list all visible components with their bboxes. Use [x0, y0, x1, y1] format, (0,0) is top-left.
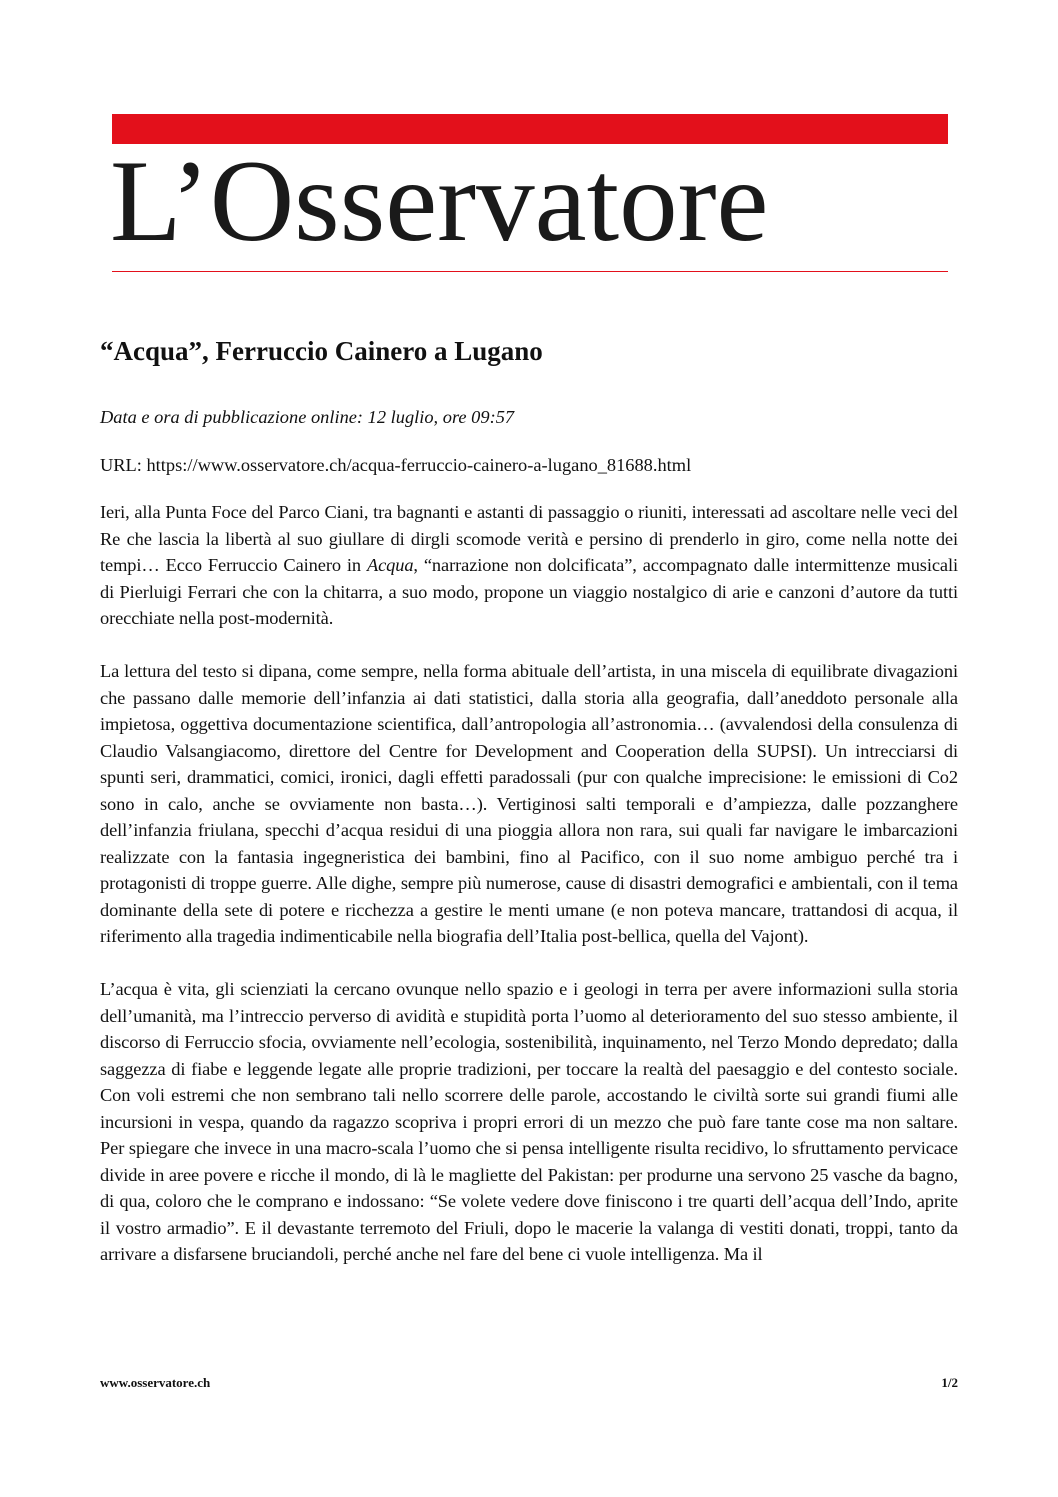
publication-date: Data e ora di pubblicazione online: 12 luglio, ore 09:57 — [100, 407, 515, 427]
masthead-divider — [112, 271, 948, 272]
article-body — [100, 499, 958, 1294]
footer-site-url: www.osservatore.ch — [100, 1375, 211, 1390]
paragraph-2: La lettura del testo si dipana, come sempre, nella forma abituale dell’artista, in una miscela di equilibrate divagazioni che passano dalle memorie dell’infanzia ai dati statistici, dalla storia alla geografia, dall’aneddoto personale alla impietosa, oggettiva documentazione scientifica, dall’antropologia all’astronomia… (avvalendosi della consulenza di Claudio Valsangiacomo, direttore del Centre for Development and Cooperation della SUPSI). Un intrecciarsi di spunti seri, drammatici, comici, ironici, dagli effetti paradossali (pur con qualche imprecisione: le emissioni di Co2 sono in calo, anche se ovviamente non basta…). Vertiginosi salti temporali e d’ampiezza, dalle pozzanghere dell’infanzia friulana, specchi d’acqua residui di una pioggia allora non rara, sui quali far navigare le imbarcazioni realizzate con la fantasia ingegneristica dei bambini, fino al Pacifico, con il suo nome ambiguo perché tra i protagonisti di troppe guerre. Alle dighe, sempre più numerose, cause di disastri demografici e ambientali, con il tema dominante della sete di potere e ricchezza a gestire le menti umane (e non poteva mancare, trattandosi di acqua, il riferimento alla tragedia indimenticabile nella biografia dell’Italia post-bellica, quella del Vajont). — [100, 661, 958, 946]
paragraph-1 — [100, 499, 958, 632]
show-title-emphasis: Acqua — [366, 555, 414, 575]
footer-page-number: 1/2 — [941, 1375, 958, 1390]
paragraph-1-part-b: , “narrazione non dolcificata”, accompagnato dalle intermittenze musicali di Pierluigi Ferrari che con la chitarra, a suo modo, propone un viaggio nostalgico di arie e canzoni d’autore da tutti orecchiate nella post-modernità. — [100, 555, 959, 628]
paragraph-3: L’acqua è vita, gli scienziati la cercano ovunque nello spazio e i geologi in terra per avere informazioni sulla storia dell’umanità, ma l’intreccio perverso di avidità e stupidità porta l’uomo al deterioramento del suo stesso ambiente, il discorso di Ferruccio sfocia, ovviamente nell’ecologia, sostenibilità, inquinamento, nel Terzo Mondo depredato; dalla saggezza di fiabe e leggende legate alle proprie tradizioni, per toccare la realtà del paesaggio e del contesto sociale. Con voli estremi che non sembrano tali nello scorrere delle parole, accostando le civiltà sorte sui grandi fiumi alle incursioni in vespa, quando da ragazzo scopriva i propri errori di un mezzo che può fare tante cose ma non saltare. Per spiegare che invece in una macro-scala l’uomo che si pensa intelligente risulta recidivo, lo sfruttamento pervicace divide in aree povere e ricche il mondo, di là le magliette del Pakistan: per produrne una servono 25 vasche da bagno, di qua, coloro che le comprano e indossano: “Se volete vedere dove finiscono i tre quarti dell’acqua dell’Indo, aprite il vostro armadio”. E il devastante terremoto del Friuli, dopo le macerie la valanga di vestiti donati, troppi, tanto da arrivare a disfarsene bruciandoli, perché anche nel fare del bene ci vuole intelligenza. Ma il — [100, 979, 958, 1264]
article-title: “Acqua”, Ferruccio Cainero a Lugano — [100, 336, 543, 366]
article-url: URL: https://www.osservatore.ch/acqua-ferruccio-cainero-a-lugano_81688.html — [100, 455, 692, 475]
masthead-logo: L’Osservatore — [110, 137, 769, 266]
paragraph-1-part-a: Ieri, alla Punta Foce del Parco Ciani, tra bagnanti e astanti di passaggio o riuniti, interessati ad ascoltare nelle veci del Re che lascia la libertà al suo giullare di dirgli scomode verità e persino di prenderlo in giro, come nella notte dei tempi… Ecco Ferruccio Cainero in — [100, 502, 958, 575]
